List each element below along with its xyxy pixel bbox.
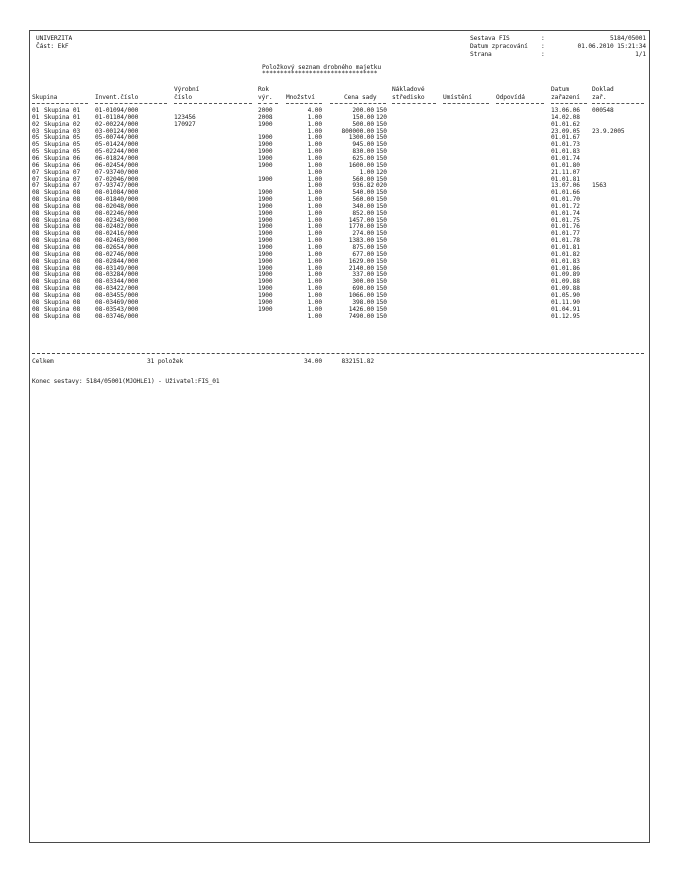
cell-year: 1900 [258,244,273,251]
cell-group-name: Skupina 08 [44,305,81,313]
cell-group-code: 08 [32,278,40,286]
cell-price: 1426.00 [348,305,374,313]
col-datum-line2: zařazení [551,94,580,101]
cell-inventory-no: 08-01084/000 [95,189,139,197]
cell-date: 01.01.83 [551,257,580,265]
cell-quantity: 1.00 [307,182,322,190]
cell-inventory-no: 06-01824/000 [95,154,139,162]
cell-group-code: 02 [32,120,40,128]
cell-price: 690.00 [352,285,374,293]
cell-group-code: 08 [32,223,40,231]
cell-date: 01.01.74 [551,209,580,217]
cell-inventory-no: 08-02416/000 [95,230,139,238]
col-mnozstvi: Množství [286,94,315,101]
cell-inventory-no: 07-93747/000 [95,182,139,190]
page-colon: : [541,51,545,58]
cell-price: 500.00 [352,120,374,128]
cell-inventory-no: 08-02746/000 [95,250,139,258]
header-rule [286,103,322,104]
cell-inventory-no: 07-02046/000 [95,175,139,183]
cell-group-name: Skupina 01 [44,113,81,121]
cell-date: 01.01.81 [551,175,580,183]
cell-price: 1770.00 [348,223,374,231]
cell-price: 337.00 [352,271,374,279]
cell-price: 1629.00 [348,257,374,265]
totals-count: 31 položek [147,358,184,365]
table-row [30,313,649,320]
cell-inventory-no: 08-03284/000 [95,271,139,279]
cell-document: 000548 [592,107,614,114]
cell-quantity: 1.00 [307,291,322,299]
cell-price: 200.00 [352,107,374,114]
processed-datetime: 01.06.2010 15:21:34 [577,43,646,50]
cell-inventory-no: 05-02244/000 [95,148,139,156]
cell-price: 875.00 [352,244,374,251]
cell-group-name: Skupina 08 [44,237,81,245]
cell-cost-center: 150 [376,298,387,306]
cell-group-name: Skupina 08 [44,196,81,204]
cell-inventory-no: 08-02246/000 [95,209,139,217]
cell-cost-center: 150 [376,196,387,204]
cell-inventory-no: 08-03455/000 [95,291,139,299]
cell-year: 1900 [258,298,273,306]
cell-cost-center: 150 [376,202,387,210]
cell-quantity: 1.00 [307,175,322,183]
report-label: Sestava FIS [470,35,510,42]
cell-price: 852.00 [352,209,374,217]
cell-price: 560.00 [352,196,374,204]
cell-inventory-no: 08-03543/000 [95,305,139,313]
cell-price: 7490.00 [348,312,374,320]
cell-year: 1900 [258,223,273,231]
cell-quantity: 1.00 [307,305,322,313]
cell-date: 01.01.86 [551,264,580,272]
cell-group-name: Skupina 02 [44,120,81,128]
cell-date: 13.06.06 [551,107,580,114]
cell-group-code: 08 [32,196,40,204]
col-skupina: Skupina [32,94,58,101]
cell-quantity: 4.00 [307,107,322,114]
cell-price: 340.00 [352,202,374,210]
col-vyrobni-line2: číslo [174,94,193,101]
cell-group-name: Skupina 08 [44,223,81,231]
col-cena: Cena sady [344,94,377,101]
cell-group-code: 05 [32,141,40,149]
cell-cost-center: 150 [376,175,387,183]
cell-quantity: 1.00 [307,312,322,320]
cell-price: 1300.00 [348,134,374,142]
cell-cost-center: 150 [376,120,387,128]
cell-group-code: 08 [32,264,40,272]
cell-date: 01.09.89 [551,271,580,279]
cell-year: 1900 [258,271,273,279]
cell-cost-center: 150 [376,278,387,286]
cell-quantity: 1.00 [307,264,322,272]
processed-label: Datum zpracování [470,43,528,50]
cell-inventory-no: 08-02654/000 [95,244,139,251]
col-rok-line1: Rok [258,86,269,93]
cell-group-code: 08 [32,312,40,320]
cell-year: 1900 [258,291,273,299]
cell-inventory-no: 08-02343/000 [95,216,139,224]
cell-quantity: 1.00 [307,216,322,224]
cell-quantity: 1.00 [307,189,322,197]
cell-inventory-no: 06-02454/000 [95,161,139,169]
cell-group-name: Skupina 08 [44,278,81,286]
report-number: 5184/05001 [609,35,646,42]
cell-group-name: Skupina 08 [44,285,81,293]
cell-inventory-no: 08-01840/000 [95,196,139,204]
cell-cost-center: 150 [376,312,387,320]
cell-date: 01.01.72 [551,202,580,210]
cell-group-name: Skupina 08 [44,244,81,251]
cell-year: 1900 [258,148,273,156]
cell-date: 01.01.77 [551,230,580,238]
header-rule [496,103,544,104]
totals-rule [32,353,644,354]
cell-quantity: 1.00 [307,271,322,279]
cell-inventory-no: 01-01094/000 [95,107,139,114]
cell-inventory-no: 01-01104/000 [95,113,139,121]
cell-group-code: 08 [32,271,40,279]
cell-price: 677.00 [352,250,374,258]
cell-year: 1900 [258,237,273,245]
report-title: Položkový seznam drobného majetku [262,64,381,71]
cell-price: 274.00 [352,230,374,238]
cell-group-code: 08 [32,230,40,238]
cell-inventory-no: 08-03746/000 [95,312,139,320]
cell-price: 2140.00 [348,264,374,272]
cell-price: 800000.00 [341,127,374,135]
cell-group-code: 08 [32,257,40,265]
cell-inventory-no: 08-03344/000 [95,278,139,286]
cell-cost-center: 150 [376,285,387,293]
col-rok-line2: výr. [258,94,273,101]
cell-inventory-no: 08-03469/000 [95,298,139,306]
cell-group-code: 07 [32,168,40,176]
header-rule [551,103,587,104]
cell-group-name: Skupina 08 [44,271,81,279]
header-rule [392,103,436,104]
cell-group-name: Skupina 08 [44,298,81,306]
cell-price: 1.00 [359,168,374,176]
cell-quantity: 1.00 [307,244,322,251]
cell-inventory-no: 05-01424/000 [95,141,139,149]
cell-date: 14.02.08 [551,113,580,121]
header-rule [32,103,88,104]
cell-group-code: 08 [32,250,40,258]
header-rule [258,103,278,104]
cell-year: 1900 [258,264,273,272]
cell-quantity: 1.00 [307,196,322,204]
cell-cost-center: 150 [376,141,387,149]
cell-group-code: 03 [32,127,40,135]
cell-cost-center: 150 [376,305,387,313]
cell-year: 1900 [258,202,273,210]
cell-quantity: 1.00 [307,154,322,162]
org-name: UNIVERZITA [36,35,73,42]
cell-year: 1900 [258,250,273,258]
cell-cost-center: 150 [376,250,387,258]
cell-date: 01.01.67 [551,134,580,142]
cell-year: 2000 [258,107,273,114]
cell-group-code: 06 [32,154,40,162]
cell-date: 23.09.05 [551,127,580,135]
cell-date: 01.01.73 [551,141,580,149]
cell-cost-center: 150 [376,271,387,279]
cell-group-name: Skupina 08 [44,216,81,224]
cell-group-code: 08 [32,237,40,245]
header-rule [592,103,644,104]
cell-year: 2008 [258,113,273,121]
cell-document: 1563 [592,182,607,190]
cell-price: 625.00 [352,154,374,162]
cell-price: 1383.00 [348,237,374,245]
cell-date: 01.01.80 [551,161,580,169]
cell-quantity: 1.00 [307,250,322,258]
cell-group-code: 05 [32,148,40,156]
cell-price: 398.00 [352,298,374,306]
cell-quantity: 1.00 [307,257,322,265]
cell-year: 1900 [258,161,273,169]
cell-group-name: Skupina 06 [44,154,81,162]
cell-inventory-no: 03-00124/000 [95,127,139,135]
col-umisteni: Umístění [443,94,472,101]
cell-group-name: Skupina 01 [44,107,81,114]
cell-cost-center: 150 [376,237,387,245]
cell-cost-center: 120 [376,113,387,121]
cell-quantity: 1.00 [307,120,322,128]
cell-date: 13.07.06 [551,182,580,190]
cell-cost-center: 150 [376,107,387,114]
cell-date: 01.01.83 [551,148,580,156]
report-title-underline: ******************************** [262,70,378,77]
col-doklad-line1: Doklad [592,86,614,93]
header-rule [174,103,252,104]
col-invent: Invent.číslo [95,94,139,101]
cell-year: 1900 [258,257,273,265]
cell-group-code: 08 [32,298,40,306]
cell-inventory-no: 08-03149/000 [95,264,139,272]
cell-group-code: 06 [32,161,40,169]
cell-cost-center: 150 [376,134,387,142]
report-end-line: Konec sestavy: 5184/05001(MJOHLE1) - Uživatel:FIS_01 [32,378,220,385]
cell-inventory-no: 05-00744/000 [95,134,139,142]
cell-year: 1900 [258,175,273,183]
page-label: Strana [470,51,492,58]
cell-price: 560.00 [352,175,374,183]
cell-price: 830.00 [352,148,374,156]
cell-date: 01.11.90 [551,298,580,306]
cell-group-code: 01 [32,113,40,121]
cell-quantity: 1.00 [307,168,322,176]
cell-group-code: 08 [32,244,40,251]
col-odpovida: Odpovídá [496,94,525,101]
cell-quantity: 1.00 [307,134,322,142]
cell-price: 1600.00 [348,161,374,169]
cell-year: 1900 [258,209,273,217]
cell-quantity: 1.00 [307,202,322,210]
cell-year: 1900 [258,278,273,286]
cell-year: 1900 [258,196,273,204]
cell-group-name: Skupina 08 [44,202,81,210]
cell-quantity: 1.00 [307,113,322,121]
cell-quantity: 1.00 [307,298,322,306]
col-datum-line1: Datum [551,86,570,93]
cell-cost-center: 150 [376,189,387,197]
cell-year: 1900 [258,216,273,224]
cell-inventory-no: 08-02048/000 [95,202,139,210]
cell-group-name: Skupina 07 [44,175,81,183]
cell-year: 1900 [258,305,273,313]
cell-price: 150.00 [352,113,374,121]
cell-price: 540.00 [352,189,374,197]
cell-cost-center: 150 [376,154,387,162]
cell-cost-center: 150 [376,230,387,238]
cell-year: 1900 [258,134,273,142]
cell-cost-center: 150 [376,257,387,265]
cell-group-name: Skupina 08 [44,189,81,197]
totals-quantity: 34.00 [303,358,322,365]
cell-group-code: 01 [32,107,40,114]
cell-quantity: 1.00 [307,148,322,156]
cell-group-name: Skupina 03 [44,127,81,135]
cell-document: 23.9.2005 [592,127,625,135]
cell-group-code: 07 [32,175,40,183]
cell-group-name: Skupina 08 [44,312,81,320]
report-page [29,30,650,843]
cell-group-code: 08 [32,305,40,313]
cell-price: 945.00 [352,141,374,149]
cell-date: 01.04.91 [551,305,580,313]
processed-colon: : [541,43,545,50]
cell-date: 01.12.95 [551,312,580,320]
cell-serial-no: 170927 [174,120,196,128]
cell-date: 01.01.66 [551,189,580,197]
cell-group-name: Skupina 08 [44,257,81,265]
cell-inventory-no: 08-02402/000 [95,223,139,231]
cell-group-name: Skupina 07 [44,168,81,176]
cell-date: 01.01.74 [551,154,580,162]
cell-date: 01.05.90 [551,291,580,299]
report-colon: : [541,35,545,42]
cell-year: 1900 [258,141,273,149]
cell-date: 01.01.62 [551,120,580,128]
cell-inventory-no: 02-00224/000 [95,120,139,128]
cell-price: 936.82 [352,182,374,190]
cell-group-name: Skupina 08 [44,250,81,258]
cell-date: 01.01.75 [551,216,580,224]
cell-group-name: Skupina 08 [44,291,81,299]
cell-date: 01.01.78 [551,237,580,245]
col-naklad-line1: Nákladové [392,86,425,93]
cell-group-code: 08 [32,202,40,210]
cell-year: 1900 [258,189,273,197]
cell-group-name: Skupina 08 [44,209,81,217]
cell-inventory-no: 08-02463/000 [95,237,139,245]
cell-year: 1900 [258,285,273,293]
cell-quantity: 1.00 [307,278,322,286]
cell-group-name: Skupina 05 [44,134,81,142]
cell-year: 1900 [258,230,273,238]
cell-group-name: Skupina 05 [44,148,81,156]
cell-group-code: 08 [32,285,40,293]
cell-group-name: Skupina 05 [44,141,81,149]
org-part: Část: EkF [36,43,69,50]
cell-quantity: 1.00 [307,127,322,135]
cell-group-code: 08 [32,189,40,197]
cell-date: 01.01.81 [551,244,580,251]
totals-label: Celkem [32,358,54,365]
cell-date: 01.01.70 [551,196,580,204]
cell-quantity: 1.00 [307,161,322,169]
header-rule [443,103,489,104]
cell-group-code: 07 [32,182,40,190]
cell-group-name: Skupina 08 [44,230,81,238]
cell-quantity: 1.00 [307,209,322,217]
cell-inventory-no: 08-03422/000 [95,285,139,293]
cell-group-name: Skupina 07 [44,182,81,190]
cell-group-code: 05 [32,134,40,142]
cell-inventory-no: 08-02844/000 [95,257,139,265]
cell-quantity: 1.00 [307,223,322,231]
cell-inventory-no: 07-93740/000 [95,168,139,176]
cell-cost-center: 150 [376,264,387,272]
cell-group-name: Skupina 08 [44,264,81,272]
cell-date: 01.01.82 [551,250,580,258]
cell-date: 01.01.76 [551,223,580,231]
col-naklad-line2: středisko [392,94,425,101]
cell-group-code: 08 [32,209,40,217]
page-number: 1/1 [635,51,646,58]
cell-date: 01.09.88 [551,285,580,293]
cell-group-code: 08 [32,291,40,299]
cell-cost-center: 150 [376,148,387,156]
cell-group-code: 08 [32,216,40,224]
cell-date: 21.11.07 [551,168,580,176]
col-vyrobni-line1: Výrobní [174,86,200,93]
totals-price: 832151.82 [341,358,374,365]
cell-price: 1066.00 [348,291,374,299]
header-rule [95,103,167,104]
cell-cost-center: 150 [376,291,387,299]
cell-price: 1457.00 [348,216,374,224]
cell-quantity: 1.00 [307,237,322,245]
cell-cost-center: 120 [376,168,387,176]
cell-cost-center: 150 [376,223,387,231]
cell-serial-no: 123456 [174,113,196,121]
cell-quantity: 1.00 [307,141,322,149]
cell-cost-center: 150 [376,216,387,224]
cell-cost-center: 150 [376,127,387,135]
cell-cost-center: 020 [376,182,387,190]
cell-quantity: 1.00 [307,285,322,293]
header-rule [330,103,386,104]
cell-price: 300.00 [352,278,374,286]
cell-cost-center: 150 [376,244,387,251]
cell-quantity: 1.00 [307,230,322,238]
cell-date: 01.09.88 [551,278,580,286]
cell-cost-center: 150 [376,161,387,169]
cell-cost-center: 150 [376,209,387,217]
col-doklad-line2: zař. [592,94,607,101]
cell-group-name: Skupina 06 [44,161,81,169]
cell-year: 1900 [258,154,273,162]
cell-year: 1900 [258,120,273,128]
